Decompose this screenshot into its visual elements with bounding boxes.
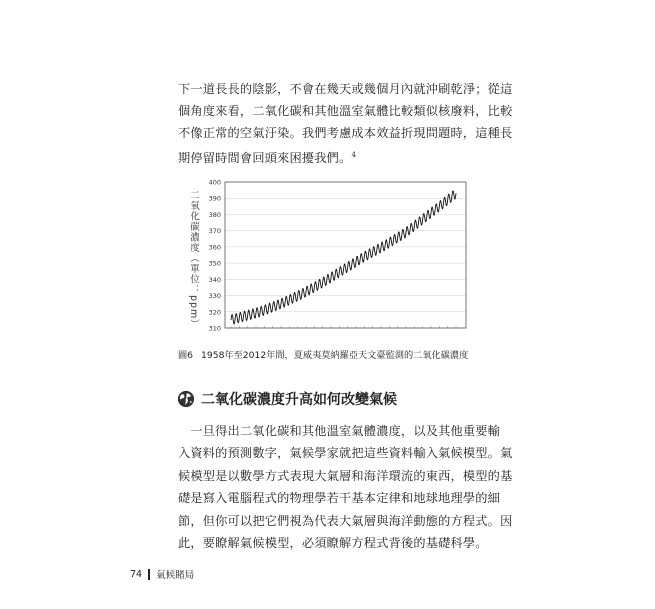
y-tick-label: 310 (208, 324, 221, 333)
y-tick-label: 340 (208, 275, 221, 284)
body-paragraph-1 (178, 78, 513, 169)
globe-icon (177, 390, 195, 408)
chart-y-axis-label: 二氧化碳濃度（單位：ppm） (188, 190, 199, 330)
y-tick-label: 350 (208, 259, 221, 268)
y-tick-label: 320 (208, 308, 221, 317)
text-line: 入資料的預測數字，氣候學家就把這些資料輸入氣候模型。氣 (178, 446, 513, 461)
page-footer (130, 567, 194, 581)
co2-series-line (231, 191, 456, 324)
section-title: 二氧化碳濃度升高如何改變氣候 (201, 392, 397, 408)
y-tick-label: 370 (208, 227, 221, 236)
page-number: 74 (130, 568, 143, 580)
text-line: 礎是寫入電腦程式的物理學若干基本定律和地球地理學的細 (178, 491, 501, 506)
text-line: 不像正常的空氣汙染。我們考慮成本效益折現問題時，這種長 (178, 126, 513, 140)
text-line: 下一道長長的陰影，不會在幾天或幾個月內就沖刷乾淨；從這 (178, 82, 513, 96)
y-tick-label: 400 (208, 178, 221, 187)
y-tick-label: 390 (208, 194, 221, 203)
chart-y-ticks (209, 179, 221, 333)
y-tick-label: 330 (208, 292, 221, 301)
co2-line-chart (178, 172, 478, 340)
figure-number: 圖6 (178, 350, 194, 361)
y-tick-label: 360 (208, 243, 221, 252)
book-title: 氣候賭局 (156, 570, 195, 581)
footer-divider (148, 569, 150, 580)
text-line: 節，但你可以把它們視為代表大氣層與海洋動態的方程式。因 (178, 513, 513, 528)
body-paragraph-2 (178, 420, 513, 554)
figure-caption (178, 347, 498, 361)
text-line (178, 144, 496, 169)
footnote-ref: 4 (351, 151, 357, 159)
y-tick-label: 380 (208, 210, 221, 219)
text-line: 個角度來看，二氧化碳和其他溫室氣體比較類似核廢料，比較 (178, 104, 513, 118)
text-line: 一旦得出二氧化碳和其他溫室氣體濃度，以及其他重要輸 (178, 424, 501, 438)
text-line: 候模型是以數學方式表現大氣層和海洋環流的東西，模型的基 (178, 468, 513, 483)
figure-caption-text: 1958年至2012年間，夏威夷莫納羅亞天文臺監測的二氧化碳濃度 (201, 350, 469, 361)
text-line: 此，要瞭解氣候模型，必須瞭解方程式背後的基礎科學。 (178, 536, 488, 551)
section-heading (177, 389, 397, 409)
text-line-content: 期停留時間會回頭來困擾我們。 (178, 151, 352, 166)
